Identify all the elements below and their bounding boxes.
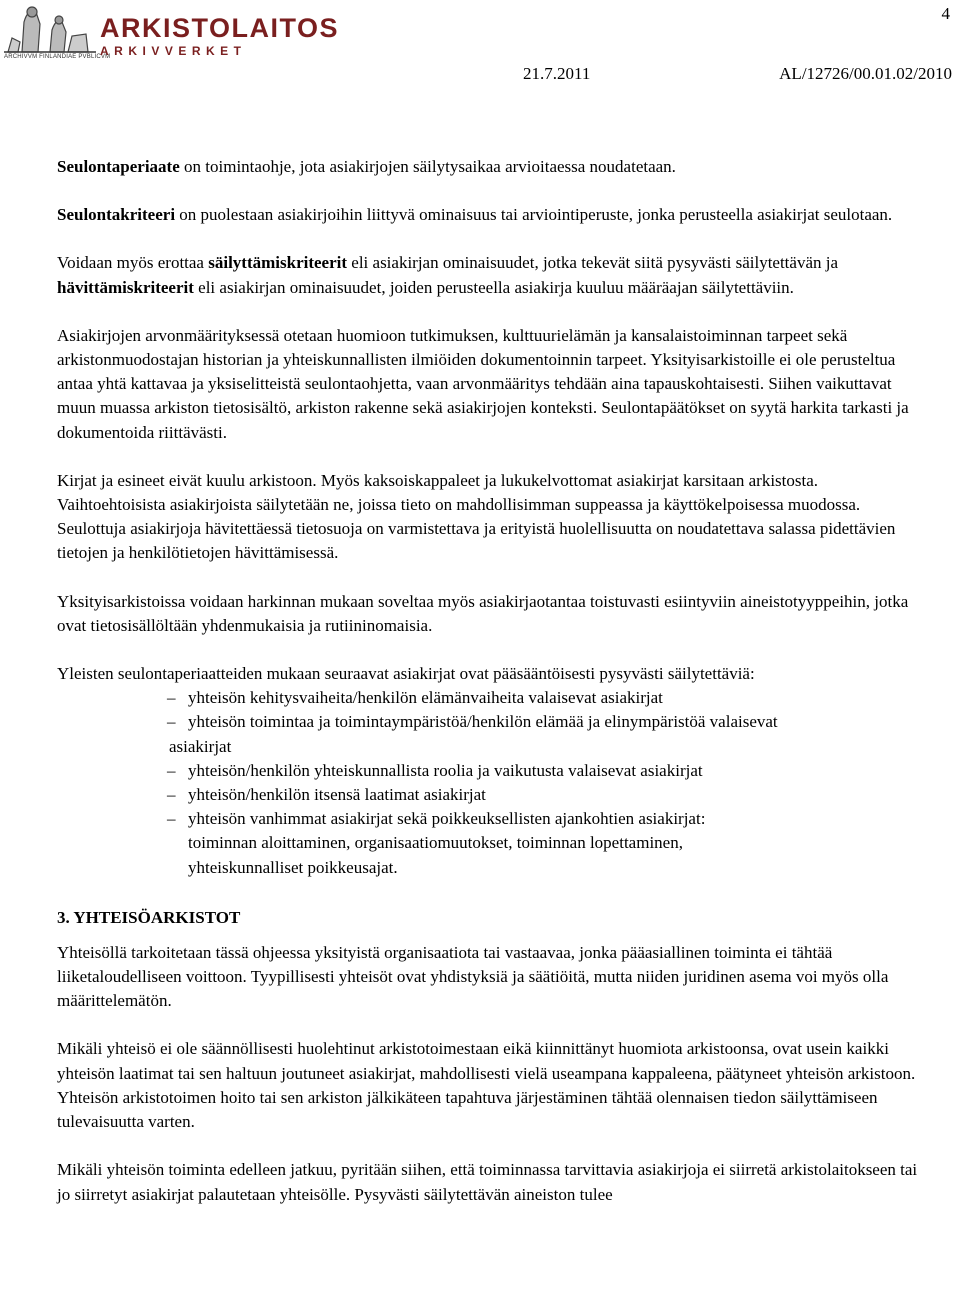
paragraph-yhteison-arkisto: Mikäli yhteisö ei ole säännöllisesti huolehtinut arkistotoimestaan eikä kiinnittänyt huomiota arkistoonsa, ovat usein kaikki yhteisön laatimat tai sen haltuun joutuneet asiakirjat, mahdollisesti vielä useampana kappaleena, päätyneet yhteisön arkistoon. Yhteisön arkistotoimen hoito tai sen arkiston jälkikäteen tapahtuva järjestäminen tähtää olennaisen tiedon säilyttämiseen tulevaisuutta varten. (57, 1039, 916, 1132)
list-intro: Yleisten seulontaperiaatteiden mukaan seuraavat asiakirjat ovat pääsääntöisesti pysyvästi säilytettäviä: (57, 664, 755, 684)
list-item (169, 710, 927, 758)
permanent-records-list (57, 686, 927, 880)
paragraph-otanta: Yksityisarkistoissa voidaan harkinnan mukaan soveltaa myös asiakirjaotantaa toistuvasti esiintyviin aineistotyyppeihin, jotka ovat tietosisällöltään yhdenmukaisia ja rutiininomaisia. (57, 591, 909, 635)
list-item-text: yhteisön toimintaa ja toimintaympäristöä/henkilön elämää ja elinympäristöä valaisevat (188, 712, 778, 732)
paragraph-text: eli asiakirjan ominaisuudet, joiden perusteella asiakirja kuuluu määräajan säilytettäviin. (193, 277, 794, 297)
page-number: 4 (941, 4, 950, 23)
brand-subname: ARKIVVERKET (100, 44, 247, 58)
document-body (57, 155, 927, 1231)
paragraph-kriteerit (57, 251, 927, 299)
paragraph-text: on toimintaohje, jota asiakirjojen säilytysaikaa arvioitaessa noudatetaan. (179, 157, 676, 176)
term-sailyttamiskriteerit: säilyttämiskriteerit (208, 253, 348, 273)
list-item (169, 686, 927, 710)
paragraph-arvonmaaritys: Asiakirjojen arvonmäärityksessä otetaan huomioon tutkimuksen, kulttuurielämän ja kansalaistoiminnan tarpeet sekä arkistonmuodostajan historian ja yhteiskunnallisten ilmiöiden dokumentoinnin tarpeet. Yksityisarkistoille ei ole perusteltua antaa yhtä kattavaa ja yksiselitteistä seulontaohjetta, vaan arvonmääritys tehdään aina tapauskohtaisesti. Siihen vaikuttavat muun muassa arkiston tietosisältö, arkiston rakenne sekä asiakirjojen konteksti. Seulontapäätökset on syytä harkita tarkasti ja dokumentoida riittävästi. (57, 325, 909, 442)
paragraph-seulontakriteeri (57, 203, 927, 227)
list-item (169, 807, 927, 880)
list-item (169, 783, 927, 807)
dash-bullet: – (167, 712, 176, 732)
document-id: AL/12726/00.01.02/2010 (779, 64, 952, 83)
list-item-subline: toiminnan aloittaminen, organisaatiomuutokset, toiminnan lopettaminen, (188, 833, 683, 853)
list-item-text: yhteisön/henkilön yhteiskunnallista roolia ja vaikutusta valaisevat asiakirjat (188, 760, 703, 780)
emblem-caption: ARCHIVVM FINLANDIAE PVBLICVM (4, 54, 111, 60)
term-havittamiskriteerit: hävittämiskriteerit (57, 277, 194, 297)
term-seulontaperiaate: Seulontaperiaate (57, 157, 180, 176)
section-heading: 3. YHTEISÖARKISTOT (57, 907, 241, 927)
list-item (169, 759, 927, 783)
paragraph-toiminta-jatkuu: Mikäli yhteisön toiminta edelleen jatkuu, pyritään siihen, että toiminnassa tarvittavia asiakirjoja ei siirretä arkistolaitokseen tai jo siirretyt asiakirjat palautetaan yhteisölle. Pysyvästi säilytettävän aineiston tulee (57, 1160, 918, 1204)
list-item-continuation: asiakirjat (169, 736, 232, 756)
emblem-icon (2, 2, 98, 58)
dash-bullet: – (167, 809, 176, 829)
dash-bullet: – (167, 688, 176, 708)
brand-text (100, 14, 339, 58)
list-item-text: yhteisön vanhimmat asiakirjat sekä poikkeuksellisten ajankohtien asiakirjat: (188, 809, 706, 829)
paragraph-yhteiso-maaritelma: Yhteisöllä tarkoitetaan tässä ohjeessa yksityistä organisaatiota tai vastaavaa, jonka pääasiallinen toiminta ei tähtää liiketaloudelliseen voittoon. Tyypillisesti yhteisöt ovat yhdistyksiä ja säätiöitä, mutta niiden juridinen asema voi myös olla määrittelemätön. (57, 942, 889, 1011)
page-header (0, 0, 960, 90)
list-item-subline: yhteiskunnalliset poikkeusajat. (188, 857, 398, 877)
dash-bullet: – (167, 760, 176, 780)
list-item-text: yhteisön kehitysvaiheita/henkilön elämänvaiheita valaisevat asiakirjat (188, 688, 663, 708)
paragraph-kirjat-ja-esineet: Kirjat ja esineet eivät kuulu arkistoon. Myös kaksoiskappaleet ja lukukelvottomat asiakirjat karsitaan arkistosta. Vaihtoehtoisista asiakirjoista säilytetään ne, joissa tieto on mahdollisimman suppeassa ja käyttökelpoisessa muodossa. Seulottuja asiakirjoja hävitettäessä tietosuoja on varmistettava ja erityistä huolellisuutta on noudatettava salassa pidettävien tietojen ja henkilötietojen hävittämisessä. (57, 470, 896, 563)
arkistolaitos-logo (2, 2, 340, 66)
list-item-text: yhteisön/henkilön itsensä laatimat asiakirjat (188, 785, 486, 805)
paragraph-text: eli asiakirjan ominaisuudet, jotka tekevät siitä pysyvästi säilytettävän ja (347, 253, 839, 273)
brand-name: ARKISTOLAITOS (100, 13, 340, 43)
term-seulontakriteeri: Seulontakriteeri (57, 205, 176, 225)
paragraph-text: Voidaan myös erottaa (57, 253, 209, 273)
paragraph-seulontaperiaate (57, 155, 927, 179)
paragraph-text: on puolestaan asiakirjoihin liittyvä ominaisuus tai arviointiperuste, jonka perusteella asiakirjat seulotaan. (175, 205, 893, 225)
document-date: 21.7.2011 (523, 64, 591, 83)
dash-bullet: – (167, 785, 176, 805)
